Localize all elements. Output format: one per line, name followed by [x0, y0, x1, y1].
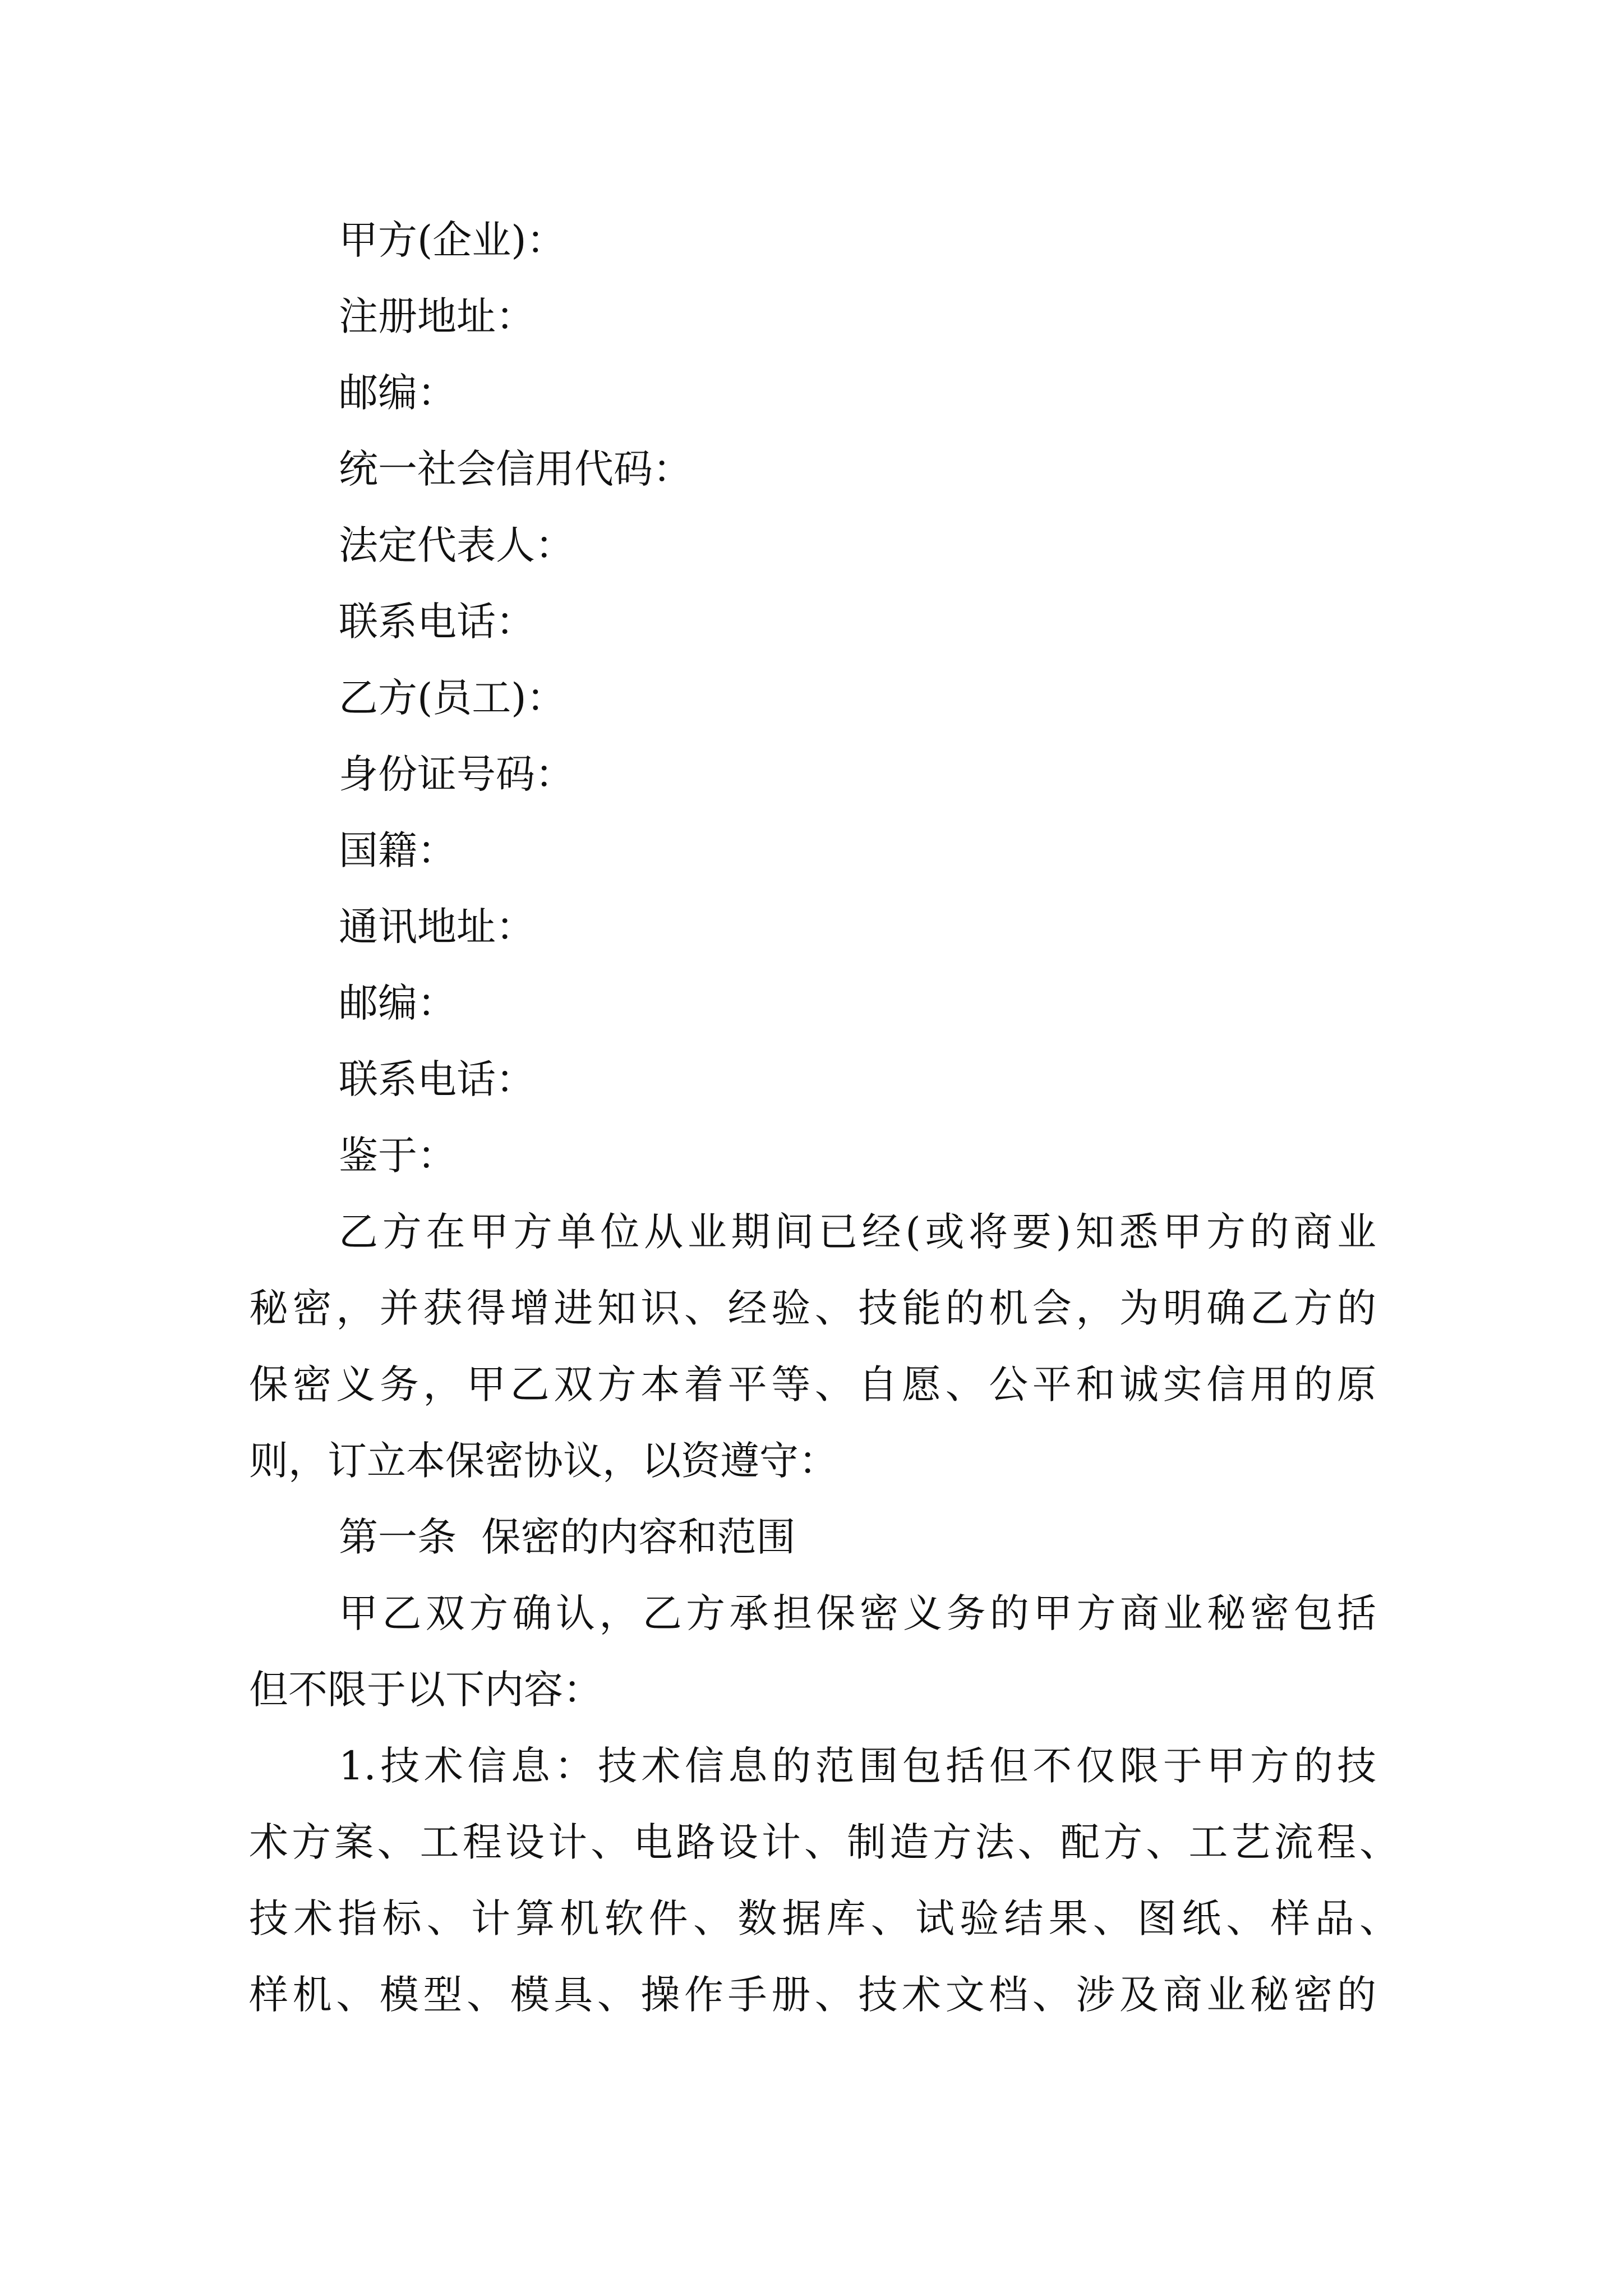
legal-representative-label: 法定代表人：: [339, 522, 574, 568]
article-1-heading: 第一条 保密的内容和范围: [339, 1514, 796, 1560]
party-a-label: 甲方(企业)：: [339, 217, 566, 263]
recital-line: 保密义务，甲乙双方本着平等、自愿、公平和诚实信用的原: [249, 1361, 1376, 1407]
article-1-intro-line: 甲乙双方确认，乙方承担保密义务的甲方商业秘密包括: [339, 1590, 1376, 1636]
party-b-label: 乙方(员工)：: [339, 675, 566, 721]
registered-address-label: 注册地址：: [339, 293, 535, 339]
whereas-label: 鉴于：: [339, 1133, 457, 1179]
nationality-label: 国籍：: [339, 827, 457, 873]
phone-label: 联系电话：: [339, 599, 535, 645]
item-1-line: 1.技术信息：技术信息的范围包括但不仅限于甲方的技: [339, 1743, 1376, 1789]
phone-label-b: 联系电话：: [339, 1056, 535, 1102]
recital-line: 秘密，并获得增进知识、经验、技能的机会，为明确乙方的: [249, 1285, 1376, 1331]
postcode-label-b: 邮编：: [339, 980, 457, 1026]
credit-code-label: 统一社会信用代码：: [339, 446, 692, 492]
item-1-line: 样机、模型、模具、操作手册、技术文档、涉及商业秘密的: [249, 1972, 1376, 2018]
mailing-address-label: 通讯地址：: [339, 904, 535, 950]
recital-line: 乙方在甲方单位从业期间已经(或将要)知悉甲方的商业: [339, 1209, 1376, 1255]
item-1-line: 术方案、工程设计、电路设计、制造方法、配方、工艺流程、: [249, 1819, 1399, 1865]
item-1-line: 技术指标、计算机软件、数据库、试验结果、图纸、样品、: [249, 1895, 1399, 1941]
article-1-intro-line: 但不限于以下内容：: [249, 1667, 602, 1713]
id-number-label: 身份证号码：: [339, 751, 574, 797]
recital-line: 则，订立本保密协议，以资遵守：: [249, 1438, 838, 1484]
postcode-label: 邮编：: [339, 370, 457, 416]
